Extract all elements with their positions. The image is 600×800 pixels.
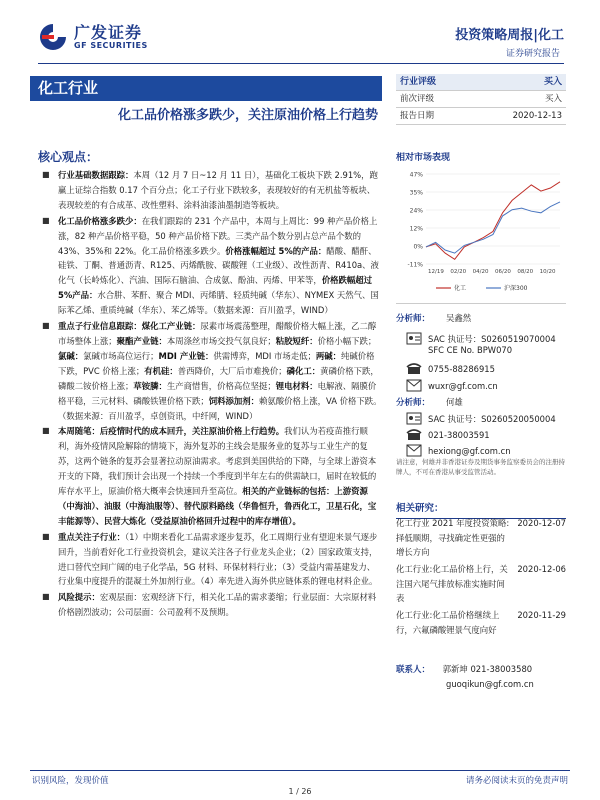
bullet-lead: 风险提示： bbox=[58, 592, 100, 603]
bullet-text: 生产商惜售，价格高位坚挺； bbox=[166, 380, 276, 391]
analyst-label: 分析师： bbox=[396, 314, 431, 324]
header-divider bbox=[38, 63, 564, 64]
analyst-email[interactable]: hexiong@gf.com.cn bbox=[428, 445, 511, 456]
page-number: 1 / 26 bbox=[288, 787, 312, 796]
bullet-text: 在我们跟踪的 231 个产品中，本周与上周比：99 种产品价格上涨，82 种产品价格平稳，50 种产品价格下跌。三类产品个数分别占总产品个数的 43%、35%和 22%。化工品价格涨多跌少。 bbox=[58, 215, 378, 256]
bullet-sub-industry bbox=[40, 319, 382, 423]
analyst-2-row bbox=[396, 396, 463, 408]
email-icon bbox=[406, 444, 422, 457]
bullet-lead: 两碱： bbox=[315, 350, 342, 361]
bullet-lead: 价格跌幅超过 5%产品： bbox=[58, 275, 373, 301]
logo-mark-icon bbox=[38, 22, 68, 52]
footer-disclaimer-link[interactable]: 请务必阅读末页的免责声明 bbox=[465, 776, 568, 786]
relative-performance-chart bbox=[396, 164, 566, 304]
analyst-1-row bbox=[396, 312, 471, 324]
y-tick-label: -11% bbox=[407, 261, 423, 269]
footer-slogan: 识别风险，发现价值 bbox=[32, 776, 109, 786]
bullet-weekly-essay bbox=[40, 424, 382, 528]
bullet-lead: 重点子行业信息跟踪： bbox=[58, 321, 142, 332]
contact-row bbox=[396, 662, 566, 677]
related-research-title: 相关研究： bbox=[396, 500, 566, 519]
bullet-lead: 聚酯产业链： bbox=[116, 335, 167, 346]
analyst-phone: 021-38003591 bbox=[428, 429, 490, 440]
analyst-email[interactable]: wuxr@gf.com.cn bbox=[428, 380, 498, 391]
id-card-icon bbox=[406, 332, 422, 345]
bullet-text: 尿素市场震荡整理，醋酸价格大幅上涨，乙二醇市场整体上涨； bbox=[58, 321, 377, 346]
bullet-lead: 后疫情时代的成本回升，关注原油价格上行趋势。 bbox=[99, 426, 285, 437]
bullet-text: 水合肼、苯酐、聚合 MDI、丙烯腈、轻质纯碱（华东）、NYMEX 天然气、国际苯乙烯、重质纯碱（华东）、苯乙烯等。（数据来源：百川盈孚，WIND） bbox=[58, 290, 379, 316]
bullet-industry-data bbox=[40, 168, 382, 213]
analyst-1-sfc-row bbox=[396, 345, 512, 355]
y-tick-label: 0% bbox=[413, 243, 423, 251]
x-tick-label: 10/20 bbox=[539, 269, 556, 275]
bullet-lead: MDI 产业链： bbox=[158, 350, 214, 361]
bullet-focus-sectors bbox=[40, 530, 382, 590]
core-views-title: 核心观点： bbox=[38, 150, 99, 164]
prev-rating-value: 买入 bbox=[544, 94, 562, 104]
related-item[interactable] bbox=[396, 516, 566, 560]
report-date-value: 2020-12-13 bbox=[512, 111, 562, 121]
analyst-sfc: SFC CE No. BPW070 bbox=[428, 345, 513, 355]
related-item-text: 化工行业:化工品价格继续上行，六氟磷酸锂景气度向好 bbox=[396, 610, 500, 635]
page-header bbox=[0, 0, 600, 66]
report-type-subtitle: 证券研究报告 bbox=[505, 49, 560, 59]
phone-icon bbox=[406, 428, 422, 441]
bullet-text: 价格小幅下跌； bbox=[317, 335, 377, 346]
bullet-lead: 磷化工： bbox=[286, 365, 321, 376]
x-tick-label: 12/19 bbox=[428, 269, 444, 275]
bullet-text: 纯碱价格下跌，PVC 价格上涨； bbox=[58, 350, 375, 376]
analyst-1-cert-row bbox=[396, 332, 556, 345]
bullet-text: 本周（12 月 7 日~12 月 11 日），基础化工板块下跌 2.91%，跑赢上证综合指数 0.17 个百分点；化工子行业下跌较多，表现较好的有无机盐等板块、表现较差的有合成革、改性塑料、涂料油漆油墨制造等板块。 bbox=[58, 170, 378, 210]
bullet-lead: 化工品价格涨多跌少： bbox=[58, 215, 142, 226]
company-logo bbox=[38, 20, 168, 54]
contact-email[interactable]: guoqikun@gf.com.cn bbox=[446, 679, 534, 689]
bullet-risk bbox=[40, 590, 382, 620]
contact-name-phone: 郭新坤 021-38003580 bbox=[442, 664, 533, 674]
y-tick-label: 47% bbox=[409, 171, 423, 179]
bullet-text: 黄磷价格下跌，磷酸二铵价格上涨； bbox=[58, 365, 379, 391]
related-item-text: 化工行业 2021 年度投资策略:择低顺期，寻找确定性更强的增长方向 bbox=[396, 518, 510, 557]
bullet-price-trend bbox=[40, 214, 382, 318]
related-item[interactable] bbox=[396, 562, 566, 606]
bullet-text: 供需博弈，MDI 市场走低； bbox=[213, 350, 316, 361]
footer-divider bbox=[30, 770, 570, 771]
bullet-text: 氯碱市场高位运行； bbox=[83, 350, 159, 361]
bullet-text: 本周涤丝市场交投气氛良好； bbox=[166, 335, 276, 346]
analyst-2-cert-row bbox=[396, 412, 556, 425]
bullet-lead: 粘胶短纤： bbox=[275, 335, 318, 346]
bullet-lead: 饲料添加剂： bbox=[208, 395, 259, 406]
analyst-2-phone-row bbox=[396, 428, 490, 441]
x-tick-label: 02/20 bbox=[450, 269, 467, 275]
x-tick-label: 08/20 bbox=[517, 269, 534, 275]
industry-banner: 化工行业 bbox=[30, 76, 382, 101]
bullet-lead: 草铵膦： bbox=[133, 380, 167, 391]
related-item-date: 2020-12-07 bbox=[517, 518, 566, 528]
analyst-1-email-row bbox=[396, 379, 498, 392]
report-date-label: 报告日期 bbox=[400, 111, 435, 121]
bullet-lead: 锂电材料： bbox=[275, 380, 318, 391]
bullet-lead: 重点关注子行业： bbox=[58, 531, 125, 542]
chart-title: 相对市场表现 bbox=[396, 153, 451, 163]
report-type-title: 投资策略周报|化工 bbox=[455, 28, 564, 43]
related-item[interactable] bbox=[396, 608, 566, 637]
logo-cn-text: 广发证券 bbox=[74, 23, 143, 42]
bullet-lead: 价格涨幅超过 5%的产品： bbox=[225, 245, 327, 256]
bullet-lead: 行业基础数据跟踪： bbox=[58, 170, 134, 180]
bullet-text: 宏观层面：宏观经济下行，相关化工品的需求萎缩；行业层面：大宗原材料价格剧烈波动；公司层面：公司盈利不及预期。 bbox=[58, 592, 377, 618]
bullet-text: 我们认为若疫苗推行顺利，海外疫情风险解除的情境下，海外复苏的主线会是服务业的复苏与工业生产的复苏，这两个链条的复苏会显著拉动原油需求。考虑到美国供给的下降，与全球上游资本开支的下降，我们预计会出现一个持续一个季度到半年左右的供需缺口，届时在较低的库存水平上，原油价格大概率会快速回升至高位。 bbox=[58, 426, 377, 497]
disclaimer-note: 请注意，何雄并非香港证券及期货事务监察委员会的注册持牌人，不可在香港从事受监管活动。 bbox=[396, 458, 565, 476]
report-headline: 化工品价格涨多跌少，关注原油价格上行趋势 bbox=[117, 108, 378, 123]
bullet-lead: 煤化工产业链： bbox=[141, 321, 201, 332]
analyst-1-phone-row bbox=[396, 362, 495, 375]
bullet-text: 赖氨酸价格上涨，VA 价格下跌。（数据来源：百川盈孚，卓创资讯，中纤网，WIND） bbox=[58, 395, 382, 421]
bullet-lead: 有机硅： bbox=[144, 365, 178, 376]
email-icon bbox=[406, 379, 422, 392]
analyst-name: 何雄 bbox=[446, 397, 463, 407]
y-tick-label: 12% bbox=[409, 225, 423, 233]
analyst-section bbox=[396, 312, 566, 456]
related-item-date: 2020-12-06 bbox=[517, 564, 566, 574]
contact-section bbox=[396, 662, 566, 691]
prev-rating-row bbox=[396, 91, 566, 108]
y-tick-label: 35% bbox=[409, 189, 423, 197]
report-date-row bbox=[396, 108, 566, 125]
main-content bbox=[40, 168, 382, 621]
series-line bbox=[426, 182, 560, 259]
prev-rating-label: 前次评级 bbox=[400, 94, 435, 104]
legend-label: 化工 bbox=[454, 285, 467, 292]
x-tick-label: 06/20 bbox=[495, 269, 511, 275]
bullet-lead: 本周随笔： bbox=[58, 426, 100, 437]
rating-box bbox=[396, 74, 566, 125]
related-item-date: 2020-11-29 bbox=[517, 610, 566, 620]
rating-label: 行业评级 bbox=[400, 77, 437, 87]
analyst-cert: SAC 执证号：S0260520050004 bbox=[428, 413, 556, 424]
series-line bbox=[426, 202, 560, 253]
bullet-text: 醋酸、醋酐、硅铁、丁酮、普通沥青、R125、丙烯酰胺、碳酸锂（工业级）、改性沥青、R410a、液化气（长岭炼化）、汽油、国际石脑油、合成氨、酚油、丙烯、甲苯等， bbox=[58, 245, 379, 286]
bullet-text: 普西降价，大厂后市难挽价； bbox=[177, 365, 287, 376]
contact-label: 联系人： bbox=[396, 665, 431, 675]
chart-svg bbox=[396, 164, 566, 304]
rating-row bbox=[396, 74, 566, 91]
id-card-icon bbox=[406, 412, 422, 425]
bullet-lead: 氯碱： bbox=[58, 350, 84, 361]
analyst-2-email-row bbox=[396, 444, 511, 457]
analyst-name: 吴鑫然 bbox=[446, 313, 472, 323]
analyst-label: 分析师： bbox=[396, 398, 431, 408]
rating-value: 买入 bbox=[543, 77, 562, 87]
phone-icon bbox=[406, 362, 422, 375]
bullet-lead: 相关的产业链标的包括：上游资源（中海油）、油服（中海油服等）、替代原料路线（华鲁恒升，鲁西化工，卫星石化，宝丰能源等）、民营大炼化（受益原油价格回升过程中的库存增值）。 bbox=[58, 486, 377, 526]
analyst-phone: 0755-88286915 bbox=[428, 363, 495, 374]
analyst-cert: SAC 执证号：S0260519070004 bbox=[428, 333, 556, 344]
logo-en-text: GF SECURITIES bbox=[74, 41, 148, 50]
y-tick-label: 24% bbox=[409, 207, 423, 215]
bullet-text: 电解液、隔膜价格平稳，三元材料、磷酸铁锂价格下跌； bbox=[58, 380, 377, 406]
bullet-text: （1）中期来看化工品需求逐步复苏，化工周期行业有望迎来景气逐步回升，当前看好化工行业投资机会，建议关注各子行业龙头企业；（2）国家政策支持，进口替代空间广阔的电子化学品，5G 材料、环保材料行业；（3）受益内需基建发力、行业集中度提升的混凝土外加剂行业。（4）率先进入海外供应链体系的锂电材料企业。 bbox=[58, 531, 378, 587]
legend-label: 沪深300 bbox=[504, 285, 528, 292]
related-item-text: 化工行业:化工品价格上行，关注国六尾气排放标准实施时间表 bbox=[396, 564, 508, 603]
x-tick-label: 04/20 bbox=[472, 269, 489, 275]
